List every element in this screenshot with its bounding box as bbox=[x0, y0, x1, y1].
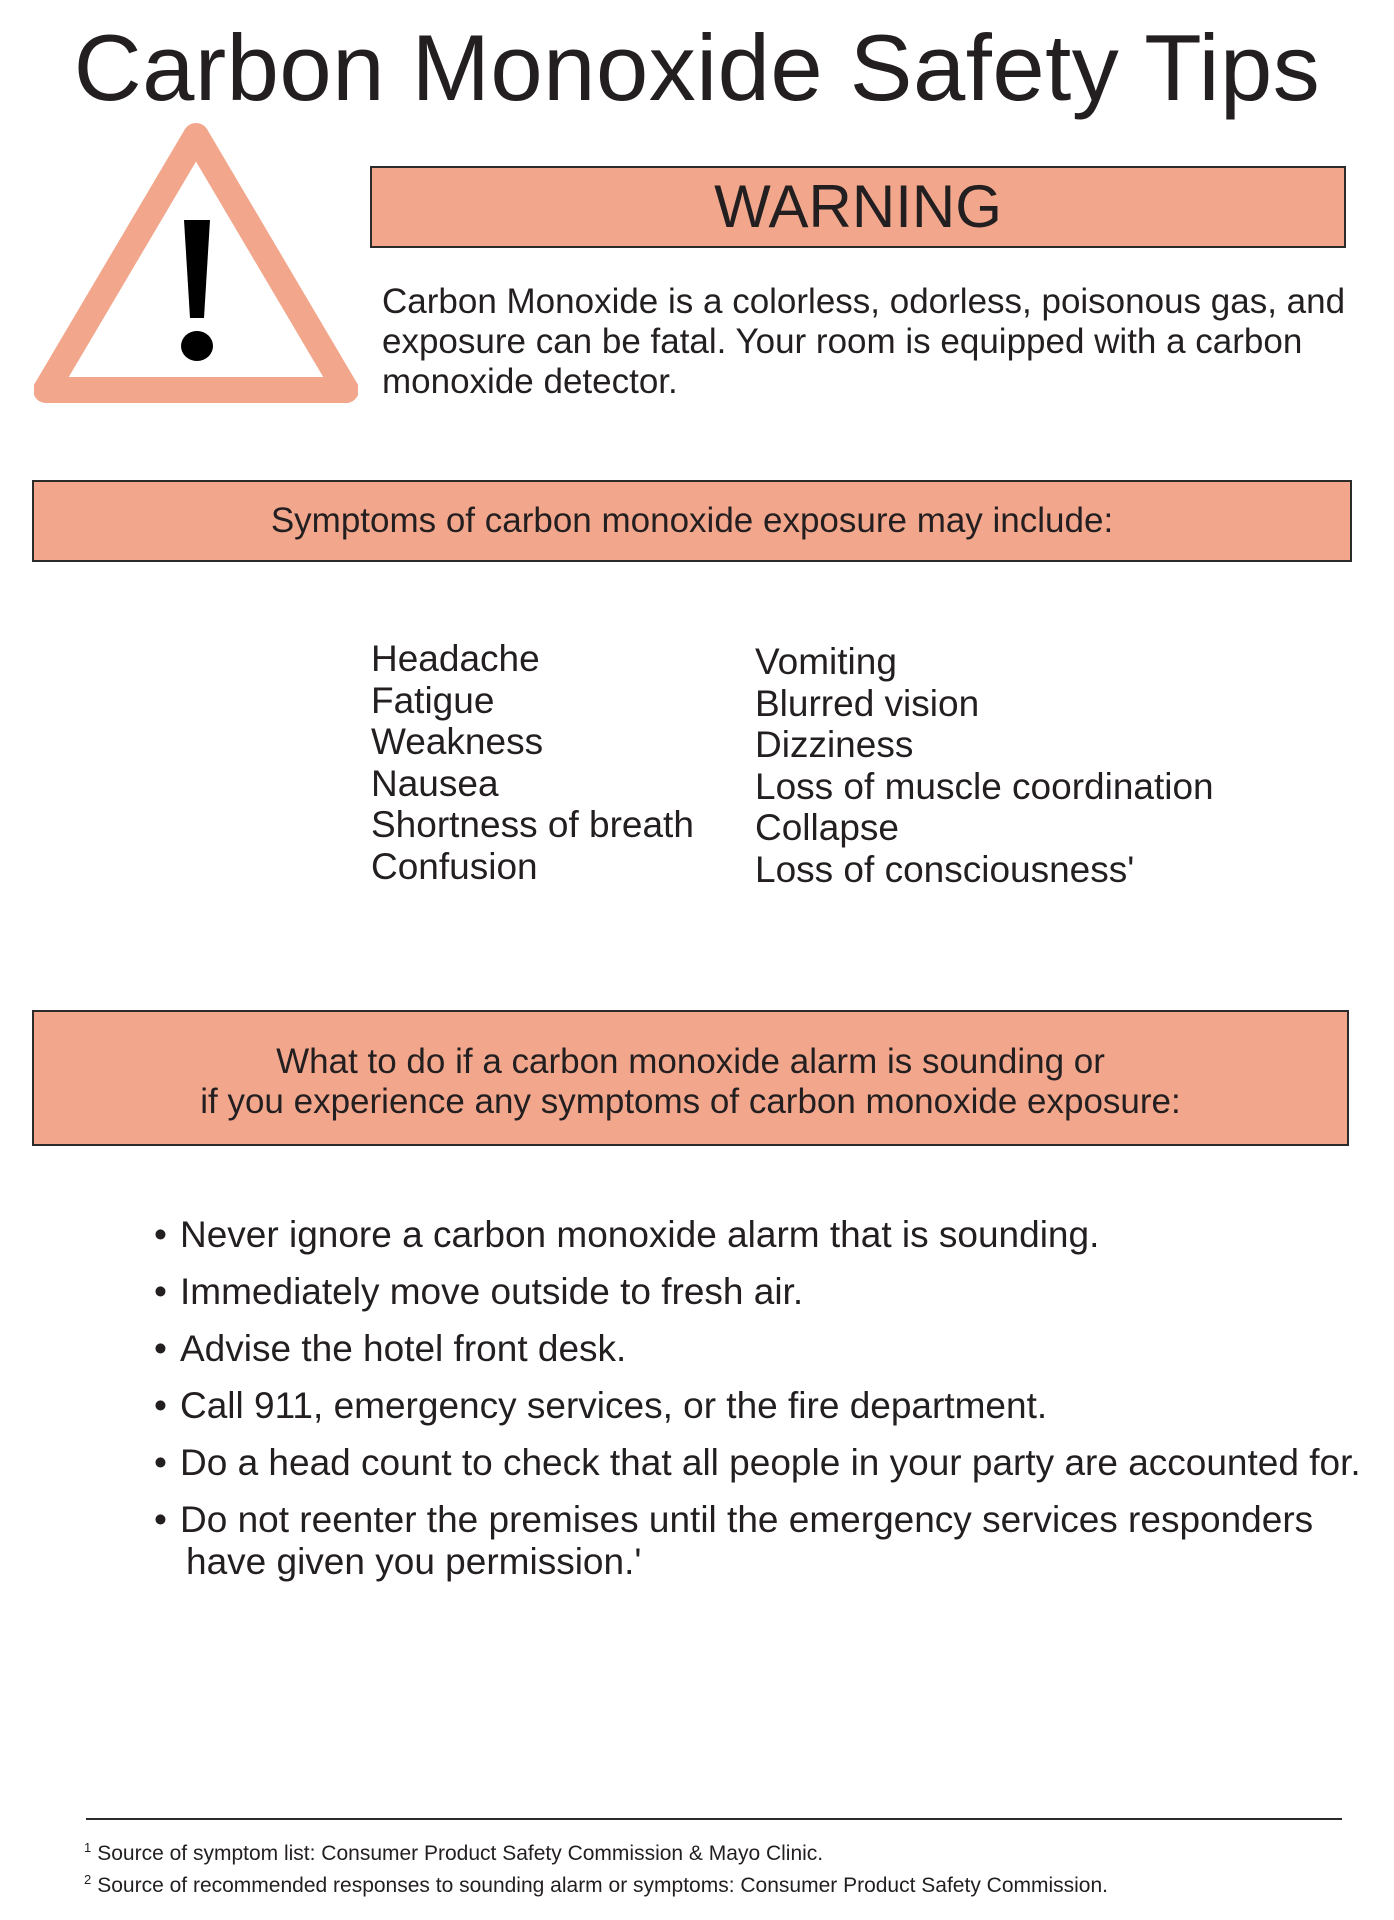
action-item bbox=[154, 1271, 1384, 1313]
action-item bbox=[154, 1214, 1384, 1256]
warning-banner bbox=[370, 166, 1346, 248]
page-title: Carbon Monoxide Safety Tips bbox=[73, 15, 1321, 120]
symptom-item: Dizziness bbox=[755, 724, 914, 765]
symptom-item: Headache bbox=[371, 638, 540, 679]
action-item bbox=[154, 1499, 1384, 1583]
warning-triangle-icon bbox=[34, 118, 358, 408]
symptoms-list-right bbox=[755, 641, 1214, 890]
action-text: Never ignore a carbon monoxide alarm that is sounding. bbox=[180, 1214, 1100, 1255]
footnote-1 bbox=[84, 1836, 823, 1866]
bullet: • bbox=[154, 1442, 167, 1483]
actions-heading-line-1: What to do if a carbon monoxide alarm is sounding or bbox=[276, 1042, 1105, 1081]
symptom-item: Blurred vision bbox=[755, 682, 980, 724]
bullet: • bbox=[154, 1499, 167, 1540]
warning-description: Carbon Monoxide is a colorless, odorless, poisonous gas, and exposure can be fatal. Your room is equipped with a carbon monoxide detector. bbox=[382, 282, 1346, 401]
bullet: • bbox=[154, 1328, 167, 1369]
action-text: Immediately move outside to fresh air. bbox=[180, 1271, 804, 1312]
footnote-text: Source of symptom list: Consumer Product Safety Commission & Mayo Clinic. bbox=[97, 1842, 824, 1865]
footnote-mark: 1 bbox=[84, 1840, 92, 1855]
footnote-mark: 2 bbox=[84, 1872, 92, 1887]
symptom-item: Vomiting bbox=[755, 641, 897, 682]
symptoms-list-left bbox=[371, 638, 694, 887]
warning-heading: WARNING bbox=[714, 173, 1002, 240]
symptom-item: Loss of muscle coordination bbox=[755, 765, 1214, 807]
bullet: • bbox=[154, 1385, 167, 1426]
symptom-item: Loss of consciousness' bbox=[755, 848, 1135, 890]
bullet: • bbox=[154, 1271, 167, 1312]
bullet: • bbox=[154, 1214, 167, 1255]
action-item bbox=[154, 1442, 1384, 1484]
symptoms-banner bbox=[32, 480, 1352, 562]
action-text: Do a head count to check that all people in your party are accounted for. bbox=[180, 1442, 1361, 1483]
footnote-2 bbox=[84, 1868, 1108, 1898]
symptom-item: Fatigue bbox=[371, 679, 495, 721]
action-text: Call 911, emergency services, or the fire department. bbox=[180, 1385, 1048, 1426]
symptom-item: Collapse bbox=[755, 807, 899, 848]
footnote-divider bbox=[86, 1818, 1342, 1820]
action-item bbox=[154, 1328, 1384, 1370]
symptom-item: Weakness bbox=[371, 721, 544, 762]
actions-banner bbox=[32, 1010, 1349, 1146]
symptom-item: Shortness of breath bbox=[371, 804, 694, 845]
symptoms-heading: Symptoms of carbon monoxide exposure may include: bbox=[270, 501, 1114, 540]
actions-list bbox=[154, 1214, 1384, 1598]
actions-heading-line-2: if you experience any symptoms of carbon monoxide exposure: bbox=[200, 1082, 1181, 1121]
symptom-item: Nausea bbox=[371, 762, 499, 804]
action-text: Advise the hotel front desk. bbox=[180, 1328, 627, 1369]
action-text: Do not reenter the premises until the emergency services responders bbox=[180, 1499, 1314, 1540]
action-text-continued: have given you permission.' bbox=[186, 1541, 642, 1582]
symptom-item: Confusion bbox=[371, 845, 538, 887]
action-item bbox=[154, 1385, 1384, 1427]
footnote-text: Source of recommended responses to sounding alarm or symptoms: Consumer Product Safety Commission. bbox=[97, 1874, 1109, 1897]
